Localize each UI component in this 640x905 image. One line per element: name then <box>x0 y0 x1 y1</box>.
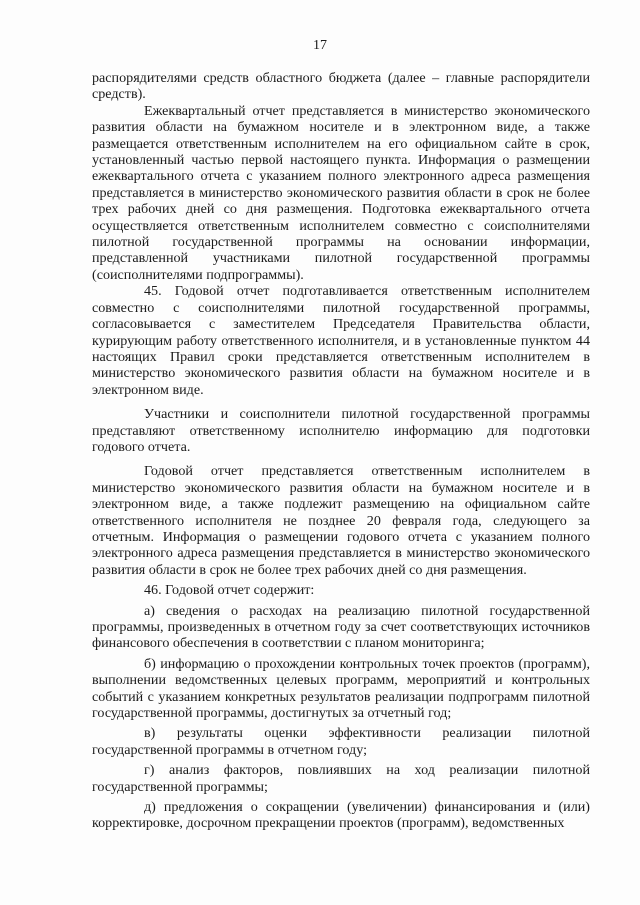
page-number: 17 <box>313 38 327 53</box>
list-item-a: а) сведения о расходах на реализацию пилотной государственной программы, произведенных в отчетном году за счет соответствующих источников финансового обеспечения в соответствии с планом мониторинга; <box>92 602 590 652</box>
list-item-v: в) результаты оценки эффективности реализации пилотной государственной программы в отчетном году; <box>92 725 590 758</box>
paragraph-item-45: 45. Годовой отчет подготавливается ответственным исполнителем совместно с соисполнителями пилотной государственной программы, согласовывается с заместителем Председателя Правительства области, курирующим работу ответственного исполнителя, и в установленные пунктом 44 настоящих Правил сроки представляется ответственным исполнителем в министерство экономического развития области на бумажном носителе и в электронном виде. <box>92 283 590 398</box>
paragraph-annual-report: Годовой отчет представляется ответственным исполнителем в министерство экономического развития области на бумажном носителе и в электронном виде, а также подлежит размещению на официальном сайте ответственного исполнителя не позднее 20 февраля года, следующего за отчетным. Информация о размещении годового отчета с указанием полного электронного адреса размещения представляется в министерство экономического развития области в срок не более трех рабочих дней со дня размещения. <box>92 463 590 578</box>
document-body <box>92 70 590 832</box>
list-item-b: б) информацию о прохождении контрольных точек проектов (программ), выполнении ведомственных целевых программ, мероприятий и контрольных событий с указанием конкретных результатов реализации подпрограмм пилотной государственной программы, достигнутых за отчетный год; <box>92 655 590 722</box>
paragraph-participants: Участники и соисполнители пилотной государственной программы представляют ответственному исполнителю информацию для подготовки годового отчета. <box>92 406 590 455</box>
list-item-d: д) предложения о сокращении (увеличении) финансирования и (или) корректировке, досрочном прекращении проектов (программ), ведомственных <box>92 799 590 832</box>
paragraph-quarterly-report: Ежеквартальный отчет представляется в министерство экономического развития области на бумажном носителе и в электронном виде, а также размещается ответственным исполнителем на его официальном сайте в срок, установленный частью первой настоящего пункта. Информация о размещении ежеквартального отчета с указанием полного электронного адреса размещения представляется в министерство экономического развития области в срок не более трех рабочих дней со дня размещения. Подготовка ежеквартального отчета осуществляется ответственным исполнителем совместно с соисполнителями пилотной государственной программы на основании информации, представленной участниками пилотной государственной программы (соисполнителями подпрограммы). <box>92 102 590 283</box>
paragraph-continuation: распорядителями средств областного бюджета (далее – главные распорядители средств). <box>92 70 590 103</box>
paragraph-item-46: 46. Годовой отчет содержит: <box>144 582 315 599</box>
list-item-g: г) анализ факторов, повлиявших на ход реализации пилотной государственной программы; <box>92 762 590 795</box>
